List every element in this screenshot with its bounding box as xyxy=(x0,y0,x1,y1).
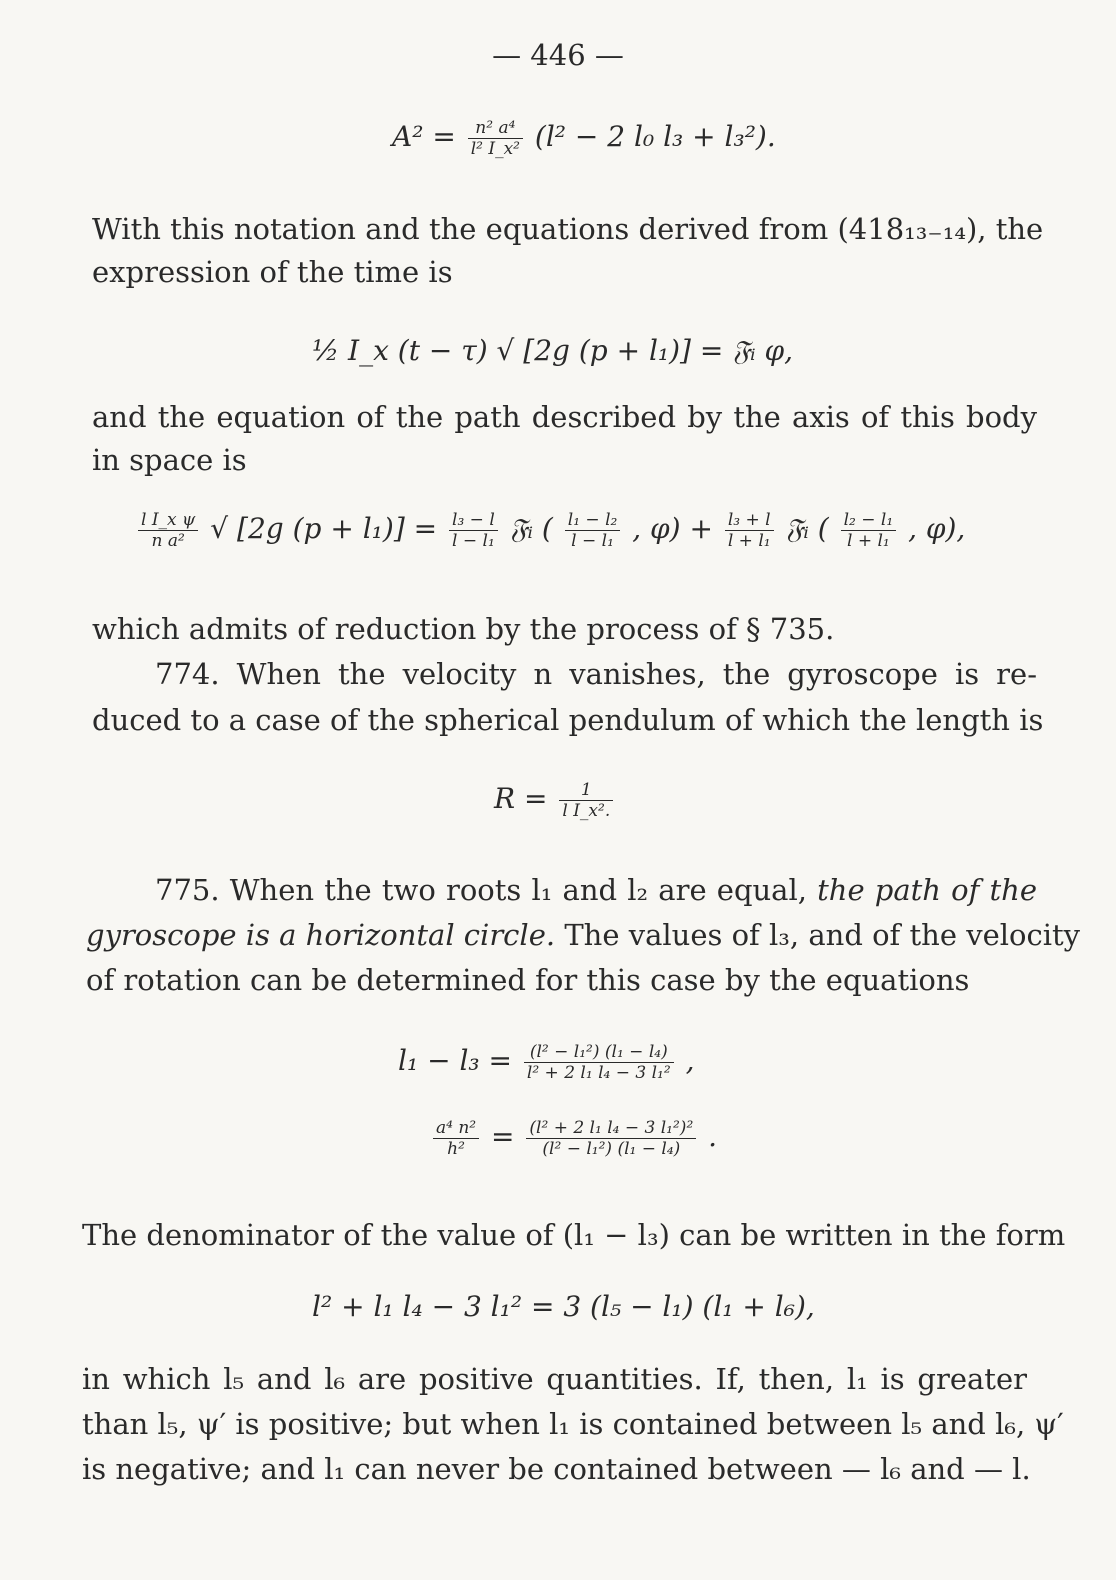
equation-r xyxy=(494,780,616,821)
eq-r-fraction xyxy=(559,780,613,821)
para6-line3: is negative; and l₁ can never be contained between — l₆ and — l. xyxy=(82,1452,1031,1486)
eq-l1l3-lhs: l₁ − l₃ = xyxy=(398,1044,512,1077)
eq-a4n2-lhs-num: a⁴ n² xyxy=(433,1118,479,1139)
para4-line2 xyxy=(86,918,1081,952)
eq-r-num: 1 xyxy=(559,780,613,801)
para4-line2-italic: gyroscope is a horizontal circle. xyxy=(86,918,556,952)
eq-a4n2-lhs-den: h² xyxy=(447,1139,465,1159)
eq-fraction xyxy=(468,118,523,159)
eq-r-den: l I_x². xyxy=(562,801,611,821)
para4-line1 xyxy=(155,873,1037,907)
eq-frac-den: l² I_x² xyxy=(470,139,520,159)
eq-path-f1 xyxy=(449,510,498,551)
para4-line3: of rotation can be determined for this case by the equations xyxy=(86,963,970,997)
equation-path xyxy=(135,510,965,551)
eq-path-coef-den: n a² xyxy=(151,531,185,551)
eq-path-f1-den: l − l₁ xyxy=(452,531,495,551)
para2-line2: in space is xyxy=(92,443,247,477)
eq-a4n2-den: (l² − l₁²) (l₁ − l₄) xyxy=(542,1139,681,1159)
para6-line2: than l₅, ψ′ is positive; but when l₁ is contained between l₅ and l₆, ψ′ xyxy=(82,1407,1064,1441)
eq-path-f1-num: l₃ − l xyxy=(449,510,498,531)
eq-path-f2-num: l₃ + l xyxy=(725,510,774,531)
equation-denominator: l² + l₁ l₄ − 3 l₁² = 3 (l₅ − l₁) (l₁ + l₆), xyxy=(312,1290,815,1323)
eq-a4n2-lhs xyxy=(433,1118,479,1159)
para3-line2: 774. When the velocity n vanishes, the gyroscope is re- xyxy=(155,657,1037,691)
eq-l1l3-num: (l² − l₁²) (l₁ − l₄) xyxy=(524,1042,674,1063)
para1-line2: expression of the time is xyxy=(92,255,453,289)
eq-lhs: A² = xyxy=(392,120,456,153)
para5-line1: The denominator of the value of (l₁ − l₃) can be written in the form xyxy=(82,1218,1066,1252)
eq-a4n2-num: (l² + 2 l₁ l₄ − 3 l₁²)² xyxy=(526,1118,696,1139)
para1-line1: With this notation and the equations derived from (418₁₃₋₁₄), the xyxy=(92,212,1044,246)
eq-path-mid: , φ) + xyxy=(632,512,713,545)
eq-path-g2 xyxy=(841,510,897,551)
equation-l1-minus-l3 xyxy=(398,1042,694,1083)
eq-frac-num: n² a⁴ xyxy=(468,118,523,139)
equation-time: ½ I_x (t − τ) √ [2g (p + l₁)] = 𝔉ᵢ φ, xyxy=(312,334,794,367)
para4-line1-text: 775. When the two roots l₁ and l₂ are equal, xyxy=(155,873,807,907)
eq-r-lhs: R = xyxy=(494,782,548,815)
eq-path-sqrt: √ [2g (p + l₁)] = xyxy=(210,512,438,545)
eq-a4n2-end: . xyxy=(708,1120,718,1153)
eq-a4n2-eqsign: = xyxy=(491,1120,515,1153)
eq-path-g2-den: l + l₁ xyxy=(847,531,890,551)
eq-l1l3-fraction xyxy=(524,1042,674,1083)
eq-path-g1-den: l − l₁ xyxy=(571,531,614,551)
eq-l1l3-den: l² + 2 l₁ l₄ − 3 l₁² xyxy=(526,1063,671,1083)
eq-a4n2-fraction xyxy=(526,1118,696,1159)
eq-path-g1-num: l₁ − l₂ xyxy=(565,510,621,531)
eq-path-coef-num: l I_x ψ xyxy=(138,510,198,531)
eq-path-g2-num: l₂ − l₁ xyxy=(841,510,897,531)
eq-l1l3-end: , xyxy=(685,1044,695,1077)
eq-path-coef xyxy=(138,510,198,551)
para2-line1: and the equation of the path described by the axis of this body xyxy=(92,400,1037,434)
para6-line1: in which l₅ and l₆ are positive quantities. If, then, l₁ is greater xyxy=(82,1362,1027,1396)
para3-line3: duced to a case of the spherical pendulum of which the length is xyxy=(92,703,1044,737)
equation-a4n2 xyxy=(430,1118,717,1159)
para4-line2-text: The values of l₃, and of the velocity xyxy=(564,918,1081,952)
eq-path-term2: 𝔉ᵢ ( xyxy=(785,512,829,545)
para3-line1: which admits of reduction by the process of § 735. xyxy=(92,612,835,646)
eq-path-g1 xyxy=(565,510,621,551)
eq-path-f2 xyxy=(725,510,774,551)
eq-path-f2-den: l + l₁ xyxy=(727,531,771,551)
eq-path-term1: 𝔉ᵢ ( xyxy=(509,512,553,545)
page-number: — 446 — xyxy=(492,38,624,72)
eq-path-end: , φ), xyxy=(908,512,966,545)
equation-a-squared xyxy=(392,118,776,159)
eq-rhs: (l² − 2 l₀ l₃ + l₃²). xyxy=(534,120,776,153)
para4-line1-italic: the path of the xyxy=(817,873,1038,907)
